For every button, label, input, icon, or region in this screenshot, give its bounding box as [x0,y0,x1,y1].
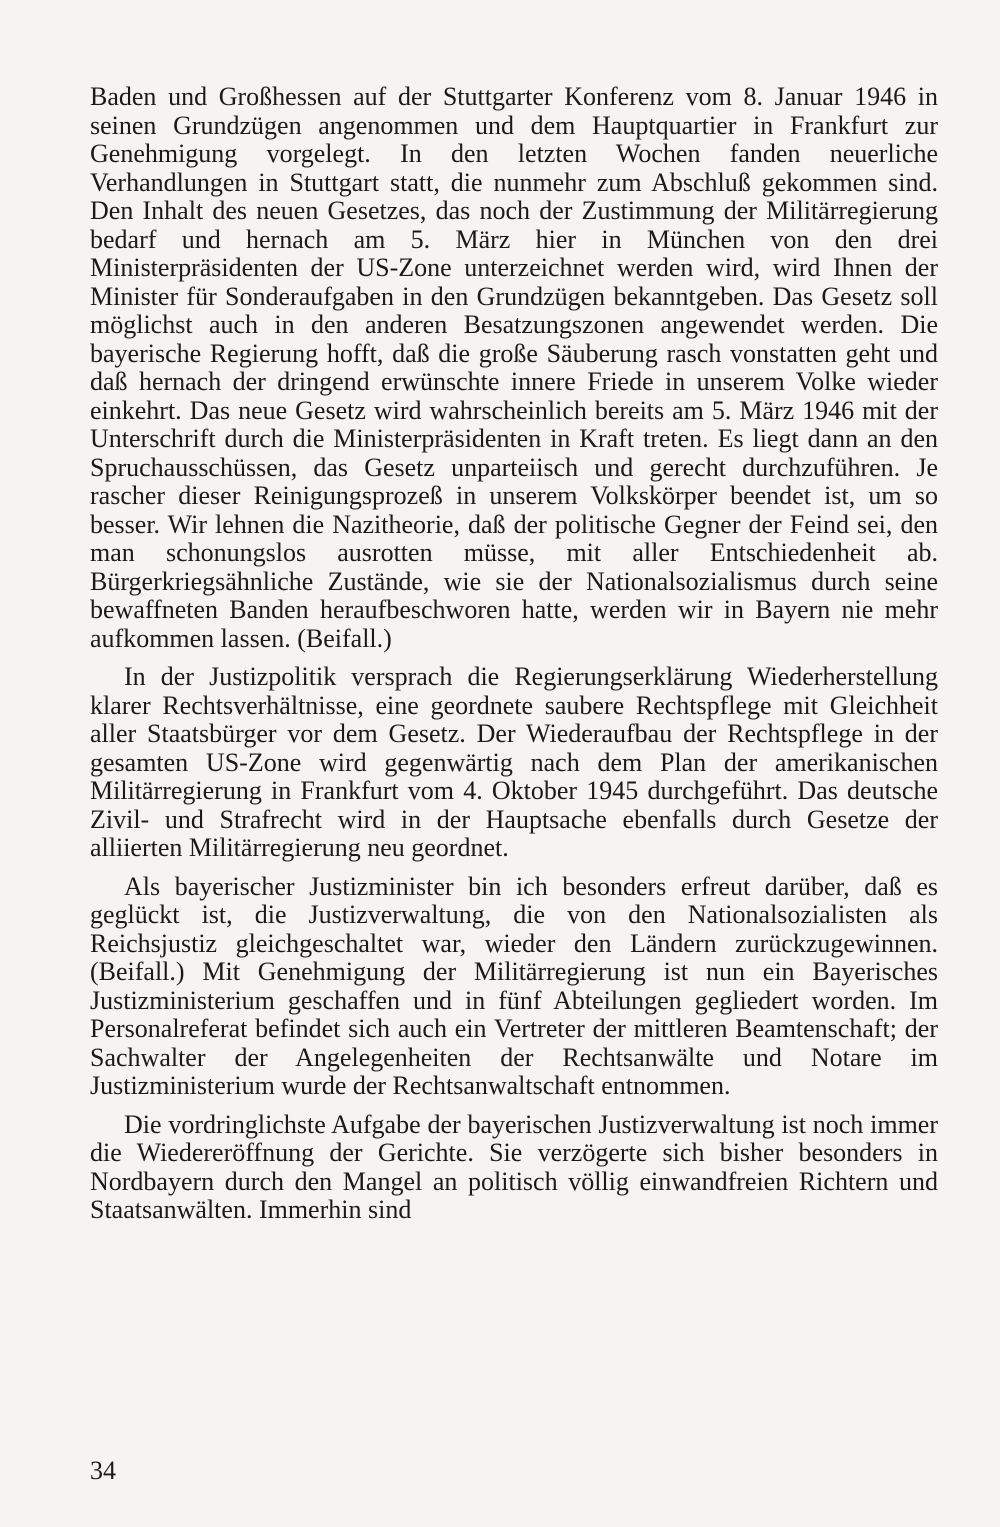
paragraph-2: In der Justizpolitik versprach die Regierungserklärung Wiederherstellung klarer Rechtsverhältnisse, eine geordnete saubere Rechtspflege mit Gleichheit aller Staatsbürger vor dem Gesetz. Der Wiederaufbau der Rechtspflege in der gesamten US-Zone wird gegenwärtig nach dem Plan der amerikanischen Militärregierung in Frankfurt vom 4. Oktober 1945 durchgeführt. Das deutsche Zivil- und Strafrecht wird in der Hauptsache ebenfalls durch Gesetze der alliierten Militärregierung neu geordnet. [90,662,938,862]
paragraph-1: Baden und Großhessen auf der Stuttgarter Konferenz vom 8. Januar 1946 in seinen Grundzügen angenommen und dem Hauptquartier in Frankfurt zur Genehmigung vorgelegt. In den letzten Wochen fanden neuerliche Verhandlungen in Stuttgart statt, die nunmehr zum Abschluß gekommen sind. Den Inhalt des neuen Gesetzes, das noch der Zustimmung der Militärregierung bedarf und hernach am 5. März hier in München von den drei Ministerpräsidenten der US-Zone unterzeichnet werden wird, wird Ihnen der Minister für Sonderaufgaben in den Grundzügen bekanntgeben. Das Gesetz soll möglichst auch in den anderen Besatzungszonen angewendet werden. Die bayerische Regierung hofft, daß die große Säuberung rasch vonstatten geht und daß hernach der dringend erwünschte innere Friede in unserem Volke wieder einkehrt. Das neue Gesetz wird wahrscheinlich bereits am 5. März 1946 mit der Unterschrift durch die Ministerpräsidenten in Kraft treten. Es liegt dann an den Spruchausschüssen, das Gesetz unparteiisch und gerecht durchzuführen. Je rascher dieser Reinigungsprozeß in unserem Volkskörper beendet ist, um so besser. Wir lehnen die Nazitheorie, daß der politische Gegner der Feind sei, den man schonungslos ausrotten müsse, mit aller Entschiedenheit ab. Bürgerkriegsähnliche Zustände, wie sie der Nationalsozialismus durch seine bewaffneten Banden heraufbeschworen hatte, werden wir in Bayern nie mehr aufkommen lassen. (Beifall.) [90,82,938,653]
paragraph-3: Als bayerischer Justizminister bin ich besonders erfreut darüber, daß es geglückt ist, die Justizverwaltung, die von den Nationalsozialisten als Reichsjustiz gleichgeschaltet war, wieder den Ländern zurückzugewinnen. (Beifall.) Mit Genehmigung der Militärregierung ist nun ein Bayerisches Justizministerium geschaffen und in fünf Abteilungen gegliedert worden. Im Personalreferat befindet sich auch ein Vertreter der mittleren Beamtenschaft; der Sachwalter der Angelegenheiten der Rechtsanwälte und Notare im Justizministerium wurde der Rechtsanwaltschaft entnommen. [90,871,938,1100]
body-text [90,83,938,1225]
paragraph-4: Die vordringlichste Aufgabe der bayerischen Justizverwaltung ist noch immer die Wiedereröffnung der Gerichte. Sie verzögerte sich bisher besonders in Nordbayern durch den Mangel an politisch völlig einwandfreien Richtern und Staatsanwälten. Immerhin sind [90,1109,938,1224]
page-number: 34 [90,1456,116,1485]
